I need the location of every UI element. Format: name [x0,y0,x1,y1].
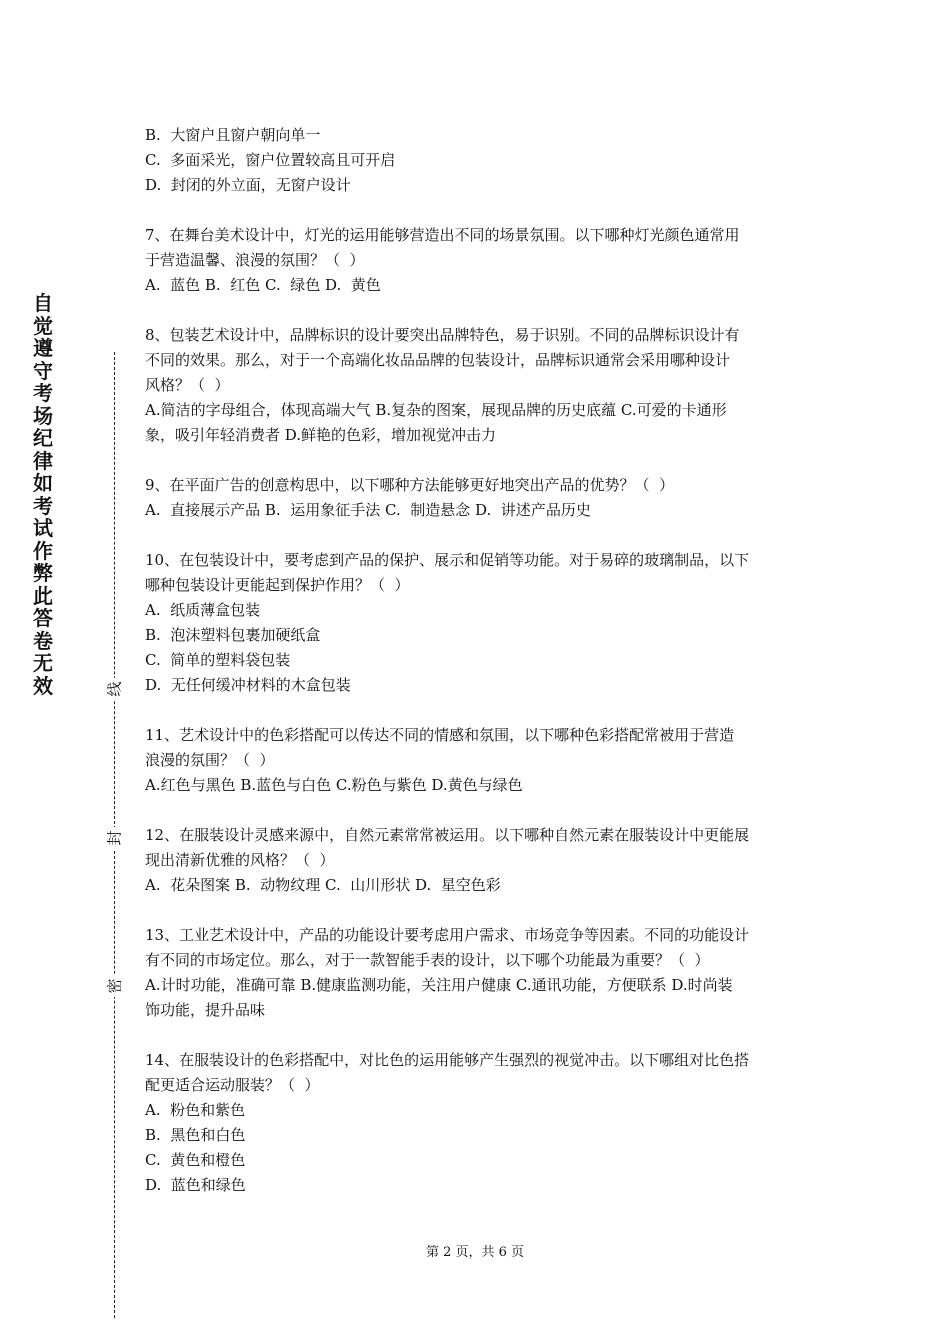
question-10 [145,548,813,698]
question-11-stem: 11、艺术设计中的色彩搭配可以传达不同的情感和氛围，以下哪种色彩搭配常被用于营造 [145,726,735,744]
question-14-stem: 14、在服装设计的色彩搭配中，对比色的运用能够产生强烈的视觉冲击。以下哪组对比色搭 [145,1051,750,1069]
exam-discipline-notice: 自觉遵守考场纪律如考试作弊此答卷无效 [33,291,53,698]
seal-label-secret: 密 [105,975,125,997]
question-12-options: A. 花朵图案 B. 动物纹理 C. 山川形状 D. 星空色彩 [145,876,501,894]
question-7-stem: 7、在舞台美术设计中，灯光的运用能够营造出不同的场景氛围。以下哪种灯光颜色通常用 [145,226,740,244]
question-13-stem-cont: 有不同的市场定位。那么，对于一款智能手表的设计，以下哪个功能最为重要？（ ） [145,951,710,969]
question-13-options-cont: 饰功能，提升品味 [145,1001,266,1019]
question-12-stem-cont: 现出清新优雅的风格？（ ） [145,851,335,869]
question-12 [145,823,813,898]
question-14-option-a: A. 粉色和紫色 [145,1101,246,1119]
question-9 [145,473,813,523]
question-13-stem: 13、工业艺术设计中，产品的功能设计要考虑用户需求、市场竞争等因素。不同的功能设计 [145,926,750,944]
question-14-option-b: B. 黑色和白色 [145,1126,246,1144]
question-9-options: A. 直接展示产品 B. 运用象征手法 C. 制造悬念 D. 讲述产品历史 [145,501,591,519]
question-11-options: A.红色与黑色 B.蓝色与白色 C.粉色与紫色 D.黄色与绿色 [145,776,523,794]
question-10-option-d: D. 无任何缓冲材料的木盒包装 [145,676,351,694]
question-8-options: A.简洁的字母组合，体现高端大气 B.复杂的图案，展现品牌的历史底蕴 C.可爱的卡通形 [145,401,727,419]
seal-label-line: 线 [105,678,125,700]
question-14 [145,1048,813,1198]
question-10-stem: 10、在包装设计中，要考虑到产品的保护、展示和促销等功能。对于易碎的玻璃制品，以下 [145,551,750,569]
question-10-option-a: A. 纸质薄盒包装 [145,601,261,619]
option-line: B. 大窗户且窗户朝向单一 [145,126,321,144]
question-13-options: A.计时功能，准确可靠 B.健康监测功能，关注用户健康 C.通讯功能，方便联系 D.时尚装 [145,976,733,994]
question-10-stem-cont: 哪种包装设计更能起到保护作用？（ ） [145,576,410,594]
question-14-option-c: C. 黄色和橙色 [145,1151,246,1169]
question-11-stem-cont: 浪漫的氛围？（ ） [145,751,275,769]
question-11 [145,723,813,798]
question-8-options-cont: 象，吸引年轻消费者 D.鲜艳的色彩，增加视觉冲击力 [145,426,497,444]
continued-options [145,123,813,198]
question-14-stem-cont: 配更适合运动服装？（ ） [145,1076,320,1094]
question-13 [145,923,813,1023]
question-8-stem-cont: 不同的效果。那么，对于一个高端化妆品品牌的包装设计，品牌标识通常会采用哪种设计 [145,351,731,369]
page-number: 第 2 页，共 6 页 [425,1245,525,1260]
option-line: C. 多面采光，窗户位置较高且可开启 [145,151,396,169]
question-8-stem-cont: 风格？（ ） [145,376,230,394]
question-10-option-b: B. 泡沫塑料包裹加硬纸盒 [145,626,321,644]
question-12-stem: 12、在服装设计灵感来源中，自然元素常常被运用。以下哪种自然元素在服装设计中更能展 [145,826,750,844]
question-7 [145,223,813,298]
seal-label-seal: 封 [105,827,125,849]
question-7-options: A. 蓝色 B. 红色 C. 绿色 D. 黄色 [145,276,381,294]
exam-content [145,123,813,1198]
option-line: D. 封闭的外立面，无窗户设计 [145,176,351,194]
question-9-stem: 9、在平面广告的创意构思中，以下哪种方法能够更好地突出产品的优势？（ ） [145,476,675,494]
question-14-option-d: D. 蓝色和绿色 [145,1176,246,1194]
question-8-stem: 8、包装艺术设计中，品牌标识的设计要突出品牌特色，易于识别。不同的品牌标识设计有 [145,326,740,344]
question-7-stem-cont: 于营造温馨、浪漫的氛围？（ ） [145,251,365,269]
question-8 [145,323,813,448]
question-10-option-c: C. 简单的塑料袋包装 [145,651,291,669]
